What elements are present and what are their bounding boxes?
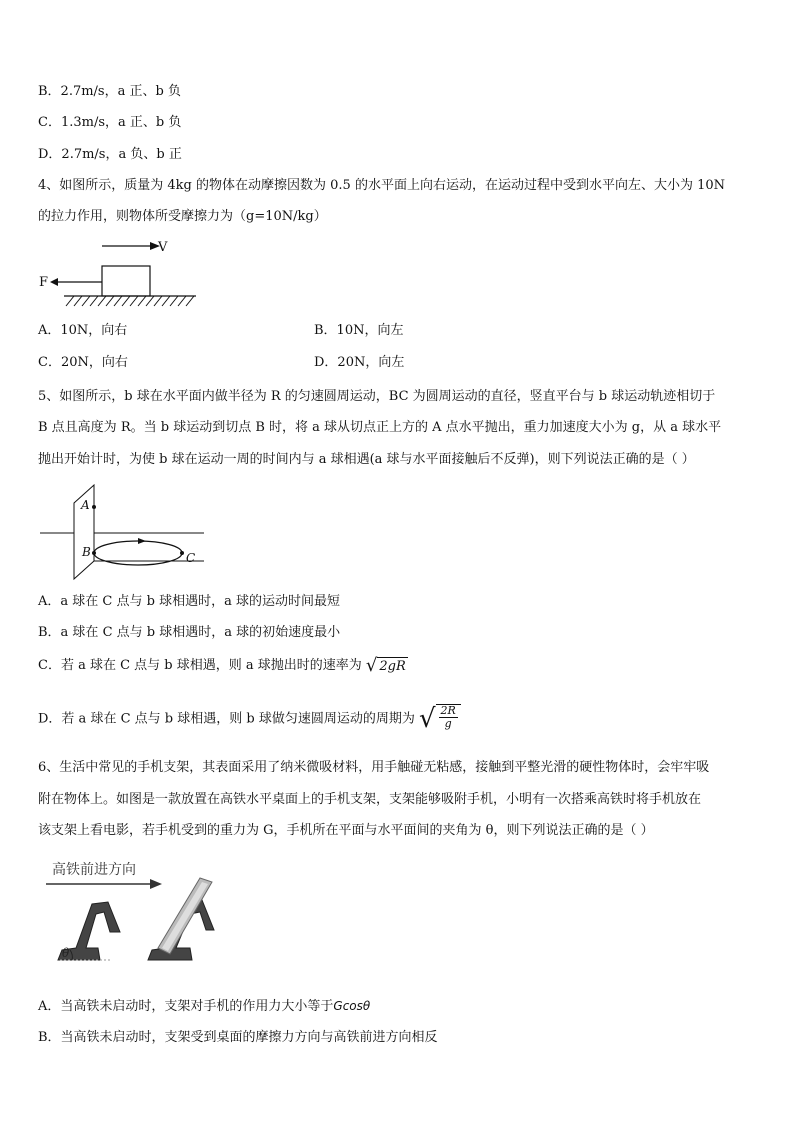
q5-option-c-expr: 2gR	[379, 658, 406, 674]
q6-stem-line2: 附在物体上。如图是一款放置在高铁水平桌面上的手机支架，支架能够吸附手机，小明有一次搭乘高铁时将手机放在	[38, 792, 702, 807]
q5-label-b: B	[82, 545, 91, 559]
q5-option-d	[38, 704, 461, 735]
q3-option-b: B．2.7m/s，a 正、b 负	[38, 84, 181, 99]
q4-f-label: F	[39, 275, 49, 290]
q5-option-d-sqrt: √ $\frac{2R}{g}$	[419, 704, 461, 734]
q6-theta-label: θ	[62, 946, 70, 960]
q5-label-c: C	[186, 551, 196, 565]
q3-option-d: D．2.7m/s，a 负、b 正	[38, 147, 182, 162]
q5-stem-line3: 抛出开始计时，为使 b 球在运动一周的时间内与 a 球相遇(a 球与水平面接触后不反弹)，则下列说法正确的是（ ）	[38, 452, 695, 467]
q6-stem-line3: 该支架上看电影，若手机受到的重力为 G，手机所在平面与水平面间的夹角为 θ，则下列说法正确的是（ ）	[38, 823, 654, 838]
q5-circular-motion-figure	[38, 481, 210, 585]
q5-option-c-text: C．若 a 球在 C 点与 b 球相遇，则 a 球抛出时的速率为	[38, 658, 362, 673]
q5-option-c	[38, 656, 408, 676]
q6-phone-stand-figure	[40, 856, 220, 972]
q6-stem-line1: 6、生活中常见的手机支架，其表面采用了纳米微吸材料，用手触碰无粘感，接触到平整光滑的硬性物体时，会牢牢吸	[38, 760, 710, 775]
q5-option-d-text: D．若 a 球在 C 点与 b 球相遇，则 b 球做匀速圆周运动的周期为	[38, 711, 415, 727]
q5-option-a: A．a 球在 C 点与 b 球相遇时，a 球的运动时间最短	[38, 594, 340, 609]
q4-block	[102, 266, 150, 296]
q6-option-a-expr: Gcosθ	[333, 999, 371, 1013]
q4-option-a: A．10N，向右	[38, 323, 128, 338]
q4-block-figure	[36, 234, 206, 310]
q5-option-b: B．a 球在 C 点与 b 球相遇时，a 球的初始速度最小	[38, 625, 341, 640]
q3-option-c: C．1.3m/s，a 正、b 负	[38, 115, 182, 130]
q5-option-c-sqrt: √ 2gR	[365, 654, 406, 676]
q4-stem-line1: 4、如图所示，质量为 4kg 的物体在动摩擦因数为 0.5 的水平面上向右运动，在运动过程中受到水平向左、大小为 10N	[38, 178, 725, 193]
q5-label-a: A	[81, 498, 90, 512]
q5-option-d-denominator: g	[444, 717, 452, 730]
q5-stem-line1: 5、如图所示，b 球在水平面内做半径为 R 的匀速圆周运动，BC 为圆周运动的直径，竖直平台与 b 球运动轨迹相切于	[38, 389, 716, 404]
q4-option-c: C．20N，向右	[38, 355, 128, 370]
q4-ground-hatch	[66, 296, 194, 306]
q4-stem-line2: 的拉力作用，则物体所受摩擦力为（g=10N/kg）	[38, 209, 327, 224]
q6-option-b: B．当高铁未启动时，支架受到桌面的摩擦力方向与高铁前进方向相反	[38, 1030, 438, 1045]
q4-option-b: B．10N，向左	[314, 323, 404, 338]
q6-direction-caption: 高铁前进方向	[52, 862, 136, 878]
q4-v-label: V	[158, 240, 168, 255]
q6-option-a-text: A．当高铁未启动时，支架对手机的作用力大小等于	[38, 999, 334, 1014]
q5-option-d-numerator: 2R	[440, 704, 456, 717]
q4-option-d: D．20N，向左	[314, 355, 405, 370]
q6-option-a	[38, 996, 370, 1017]
q5-stem-line2: B 点且高度为 R。当 b 球运动到切点 B 时，将 a 球从切点正上方的 A 点水平抛出，重力加速度大小为 g，从 a 球水平	[38, 420, 722, 435]
